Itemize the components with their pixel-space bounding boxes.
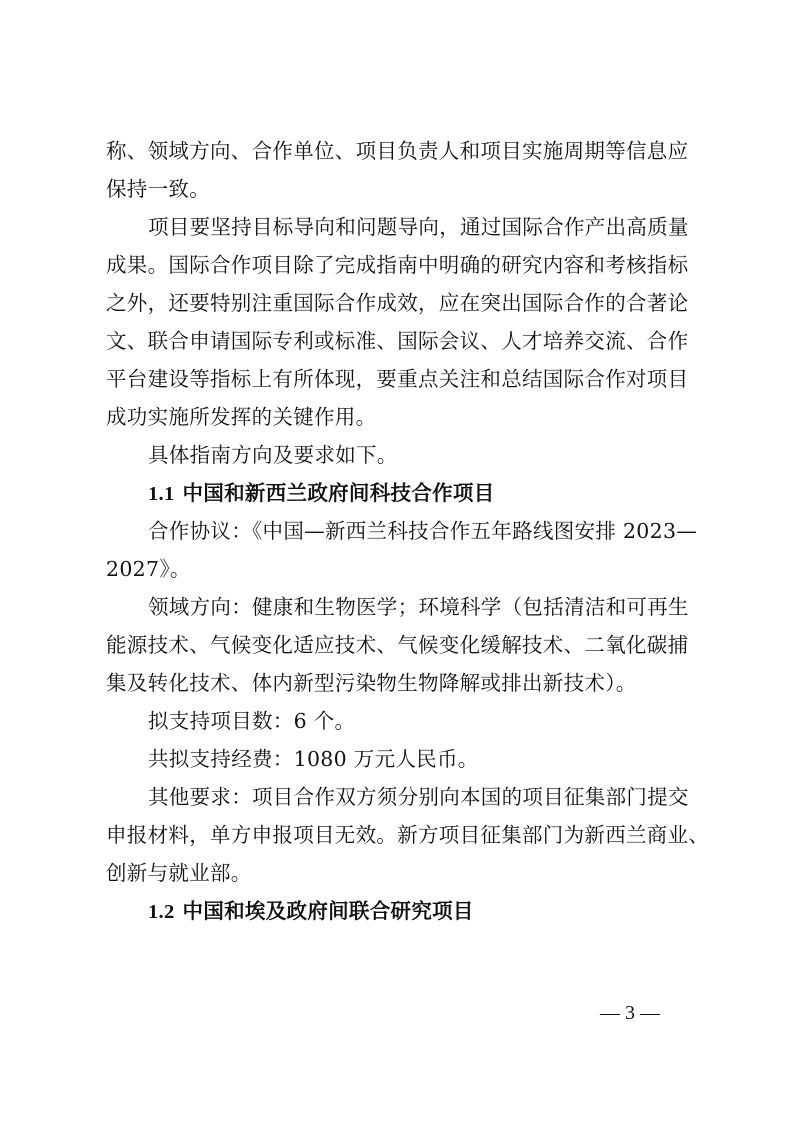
other-requirements-line: 其他要求：项目合作双方须分别向本国的项目征集部门提交 (148, 785, 689, 809)
paragraph-line: 成功实施所发挥的关键作用。 (106, 405, 377, 429)
section-title: 中国和埃及政府间联合研究项目 (182, 899, 474, 923)
agreement-line: 合作协议：《中国—新西兰科技合作五年路线图安排 2023— (148, 519, 698, 543)
paragraph-line: 平台建设等指标上有所体现，要重点关注和总结国际合作对项目 (106, 367, 689, 391)
paragraph-line: 文、联合申请国际专利或标准、国际会议、人才培养交流、合作 (106, 329, 689, 353)
section-heading-1-1 (106, 474, 692, 512)
section-title: 中国和新西兰政府间科技合作项目 (182, 481, 495, 505)
section-number: 1.1 (148, 483, 175, 505)
section-heading-1-2 (106, 892, 692, 930)
paragraph-line: 具体指南方向及要求如下。 (148, 443, 398, 467)
document-body (106, 132, 710, 930)
domain-line: 集及转化技术、体内新型污染物生物降解或排出新技术）。 (106, 671, 637, 695)
paragraph-line: 之外，还要特别注重国际合作成效，应在突出国际合作的合著论 (106, 291, 689, 315)
domain-line: 能源技术、气候变化适应技术、气候变化缓解技术、二氧化碳捕 (106, 633, 689, 657)
paragraph-line: 项目要坚持目标导向和问题导向，通过国际合作产出高质量 (148, 215, 689, 239)
other-requirements-line: 申报材料，单方申报项目无效。新方项目征集部门为新西兰商业、 (106, 823, 710, 847)
paragraph-line: 保持一致。 (106, 177, 210, 201)
agreement-line: 2027》。 (106, 557, 191, 581)
paragraph-line: 成果。国际合作项目除了完成指南中明确的研究内容和考核指标 (106, 253, 689, 277)
other-requirements-line: 创新与就业部。 (106, 861, 252, 885)
section-number: 1.2 (148, 901, 175, 923)
funding: 共拟支持经费：1080 万元人民币。 (148, 747, 479, 771)
project-count: 拟支持项目数：6 个。 (148, 709, 356, 733)
page-number: — 3 — (600, 1002, 660, 1024)
paragraph-line: 称、领域方向、合作单位、项目负责人和项目实施周期等信息应 (106, 139, 689, 163)
domain-line: 领域方向：健康和生物医学；环境科学（包括清洁和可再生 (148, 595, 689, 619)
